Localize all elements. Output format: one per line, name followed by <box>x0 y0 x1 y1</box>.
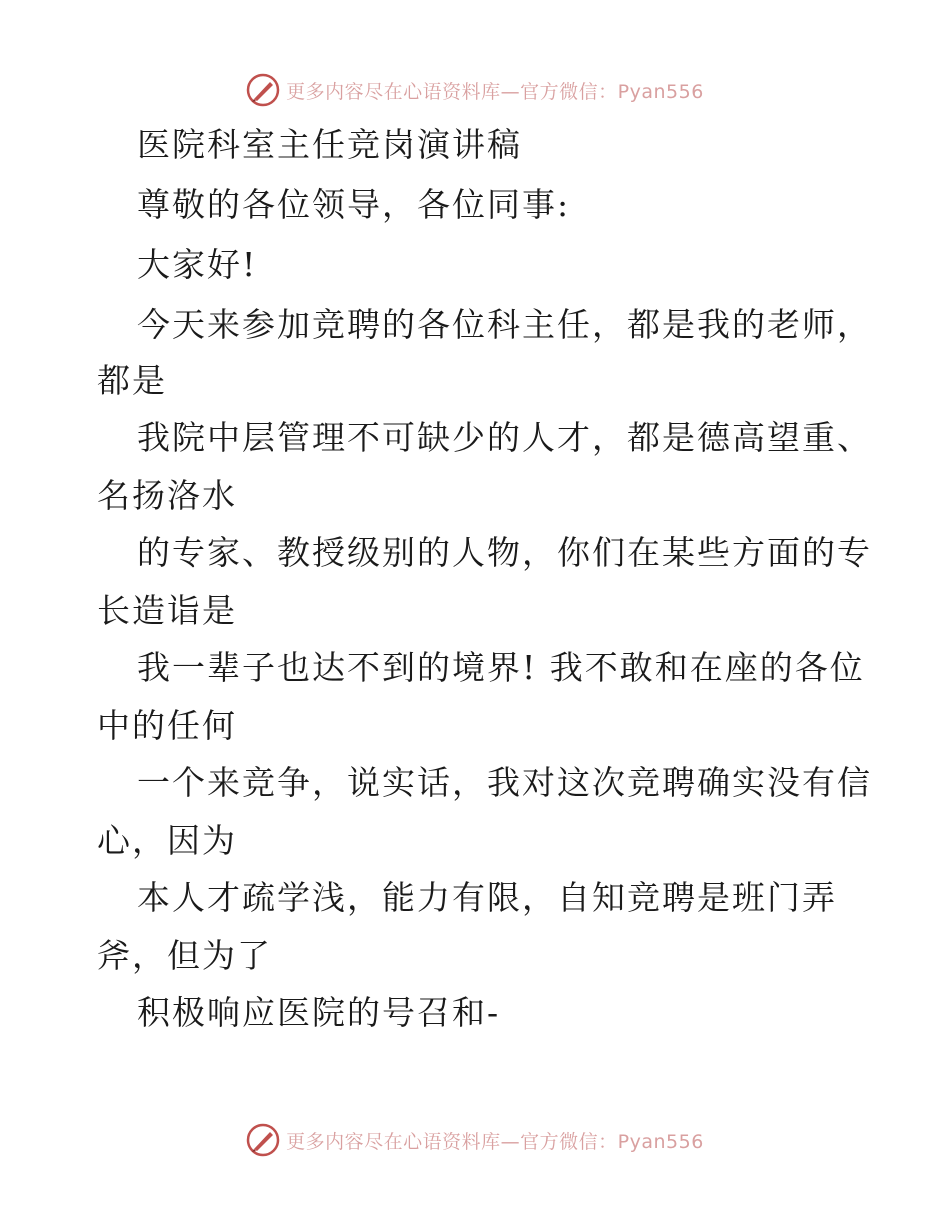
footer-watermark <box>0 1120 950 1160</box>
watermark-text: 更多内容尽在心语资料库—官方微信：Pyan556 <box>286 80 704 103</box>
greeting: 大家好! <box>137 245 258 284</box>
quill-pen-icon <box>246 73 280 107</box>
paragraph-line-wrap: 心，因为 <box>97 821 237 860</box>
paragraph-line: 今天来参加竞聘的各位科主任，都是我的老师， <box>137 305 872 344</box>
quill-pen-icon <box>246 1123 280 1157</box>
paragraph-line: 我一辈子也达不到的境界! 我不敢和在座的各位 <box>137 648 865 687</box>
watermark-text: 更多内容尽在心语资料库—官方微信：Pyan556 <box>286 1130 704 1153</box>
paragraph-line: 一个来竞争，说实话，我对这次竞聘确实没有信 <box>137 763 872 802</box>
header-watermark <box>0 70 950 110</box>
document-title: 医院科室主任竞岗演讲稿 <box>137 125 522 164</box>
paragraph-line-wrap: 长造诣是 <box>97 591 237 630</box>
paragraph-line: 积极响应医院的号召和- <box>137 993 501 1032</box>
paragraph-line: 我院中层管理不可缺少的人才，都是德高望重、 <box>137 418 872 457</box>
paragraph-line-wrap: 名扬洛水 <box>97 476 237 515</box>
paragraph-line: 的专家、教授级别的人物，你们在某些方面的专 <box>137 533 872 572</box>
salutation: 尊敬的各位领导，各位同事: <box>137 185 571 224</box>
paragraph-line-wrap: 都是 <box>97 361 167 400</box>
paragraph-line-wrap: 中的任何 <box>97 706 237 745</box>
paragraph-line-wrap: 斧，但为了 <box>97 936 272 975</box>
paragraph-line: 本人才疏学浅，能力有限，自知竞聘是班门弄 <box>137 878 837 917</box>
